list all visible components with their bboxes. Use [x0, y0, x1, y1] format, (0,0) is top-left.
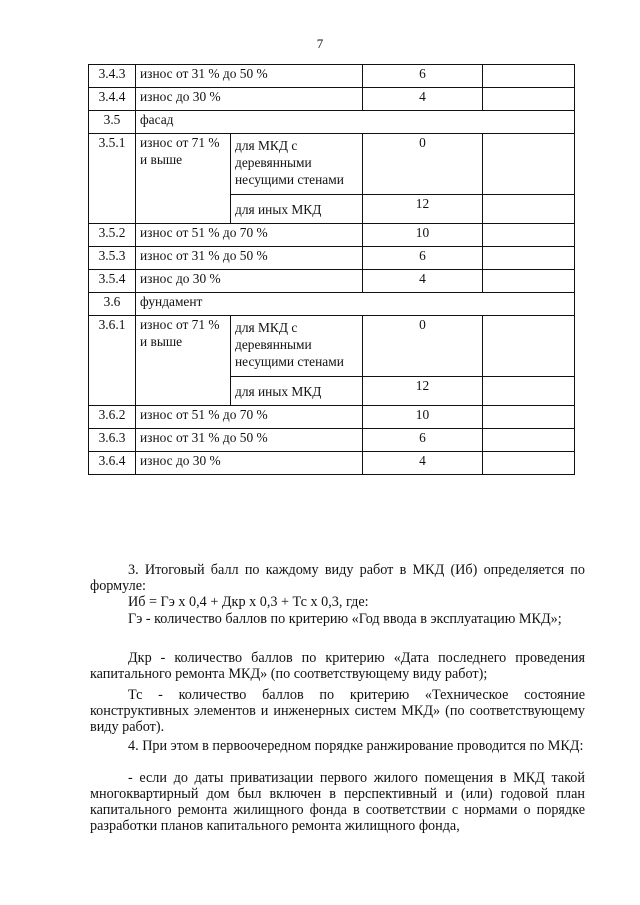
empty-cell — [483, 65, 575, 88]
empty-cell — [483, 195, 575, 224]
row-number: 3.5.1 — [89, 134, 136, 224]
empty-cell — [483, 429, 575, 452]
empty-cell — [483, 316, 575, 377]
row-description: износ до 30 % — [136, 88, 363, 111]
score-value: 6 — [363, 65, 483, 88]
table-row — [89, 88, 575, 111]
sub-row-label: для МКД с деревянными несущими стенами — [231, 316, 363, 377]
formula: Иб = Гэ х 0,4 + Дкр х 0,3 + Тс х 0,3, где: — [128, 594, 369, 610]
paragraph-3: 3. Итоговый балл по каждому виду работ в МКД (Иб) определяется по формуле: — [90, 562, 585, 594]
score-value: 4 — [363, 452, 483, 475]
table-row — [89, 134, 575, 195]
row-description: износ от 51 % до 70 % — [136, 406, 363, 429]
row-number: 3.5 — [89, 111, 136, 134]
empty-cell — [483, 88, 575, 111]
row-description: износ от 71 % и выше — [136, 134, 231, 224]
row-number: 3.6.2 — [89, 406, 136, 429]
row-description: износ от 31 % до 50 % — [136, 247, 363, 270]
table-row — [89, 111, 575, 134]
definition-tc: Тс - количество баллов по критерию «Техническое состояние конструктивных элементов и инженерных систем МКД» (по соответствующему виду работ). — [90, 687, 585, 735]
paragraph-4: 4. При этом в первоочередном порядке ранжирование проводится по МКД: — [128, 738, 584, 754]
row-description: износ от 51 % до 70 % — [136, 224, 363, 247]
table-row — [89, 316, 575, 377]
sub-row-label: для иных МКД — [231, 195, 363, 224]
empty-cell — [483, 247, 575, 270]
table-row — [89, 247, 575, 270]
row-number: 3.4.3 — [89, 65, 136, 88]
row-number: 3.5.2 — [89, 224, 136, 247]
criteria-table — [88, 64, 575, 475]
empty-cell — [483, 377, 575, 406]
empty-cell — [483, 270, 575, 293]
score-value: 0 — [363, 316, 483, 377]
table-row — [89, 224, 575, 247]
row-description: износ до 30 % — [136, 270, 363, 293]
row-number: 3.5.4 — [89, 270, 136, 293]
row-description: износ от 71 % и выше — [136, 316, 231, 406]
row-description: износ от 31 % до 50 % — [136, 65, 363, 88]
sub-row-label: для иных МКД — [231, 377, 363, 406]
row-number: 3.6.1 — [89, 316, 136, 406]
row-number: 3.6.4 — [89, 452, 136, 475]
section-title: фундамент — [136, 293, 575, 316]
table-row — [89, 452, 575, 475]
table-row — [89, 406, 575, 429]
row-number: 3.6.3 — [89, 429, 136, 452]
empty-cell — [483, 224, 575, 247]
sub-row-label: для МКД с деревянными несущими стенами — [231, 134, 363, 195]
empty-cell — [483, 452, 575, 475]
bullet-privatization: - если до даты приватизации первого жилого помещения в МКД такой многоквартирный дом был включен в перспективный и (или) годовой план капитального ремонта жилищного фонда в соответствии с нормами о порядке разработки планов капитального ремонта жилищного фонда, — [90, 770, 585, 834]
score-value: 6 — [363, 247, 483, 270]
score-value: 10 — [363, 224, 483, 247]
score-value: 4 — [363, 270, 483, 293]
table-row — [89, 65, 575, 88]
row-number: 3.4.4 — [89, 88, 136, 111]
page-number: 7 — [316, 36, 324, 51]
table-row — [89, 429, 575, 452]
definition-dkr: Дкр - количество баллов по критерию «Дата последнего проведения капитального ремонта МКД» (по соответствующему виду работ); — [90, 650, 585, 682]
row-description: износ от 31 % до 50 % — [136, 429, 363, 452]
empty-cell — [483, 406, 575, 429]
score-value: 12 — [363, 377, 483, 406]
score-value: 4 — [363, 88, 483, 111]
score-value: 12 — [363, 195, 483, 224]
score-value: 6 — [363, 429, 483, 452]
table-row — [89, 270, 575, 293]
section-title: фасад — [136, 111, 575, 134]
definition-ge: Гэ - количество баллов по критерию «Год ввода в эксплуатацию МКД»; — [128, 611, 562, 627]
row-number: 3.5.3 — [89, 247, 136, 270]
score-value: 10 — [363, 406, 483, 429]
row-description: износ до 30 % — [136, 452, 363, 475]
row-number: 3.6 — [89, 293, 136, 316]
table-row — [89, 293, 575, 316]
criteria-table-body — [89, 65, 575, 475]
score-value: 0 — [363, 134, 483, 195]
empty-cell — [483, 134, 575, 195]
